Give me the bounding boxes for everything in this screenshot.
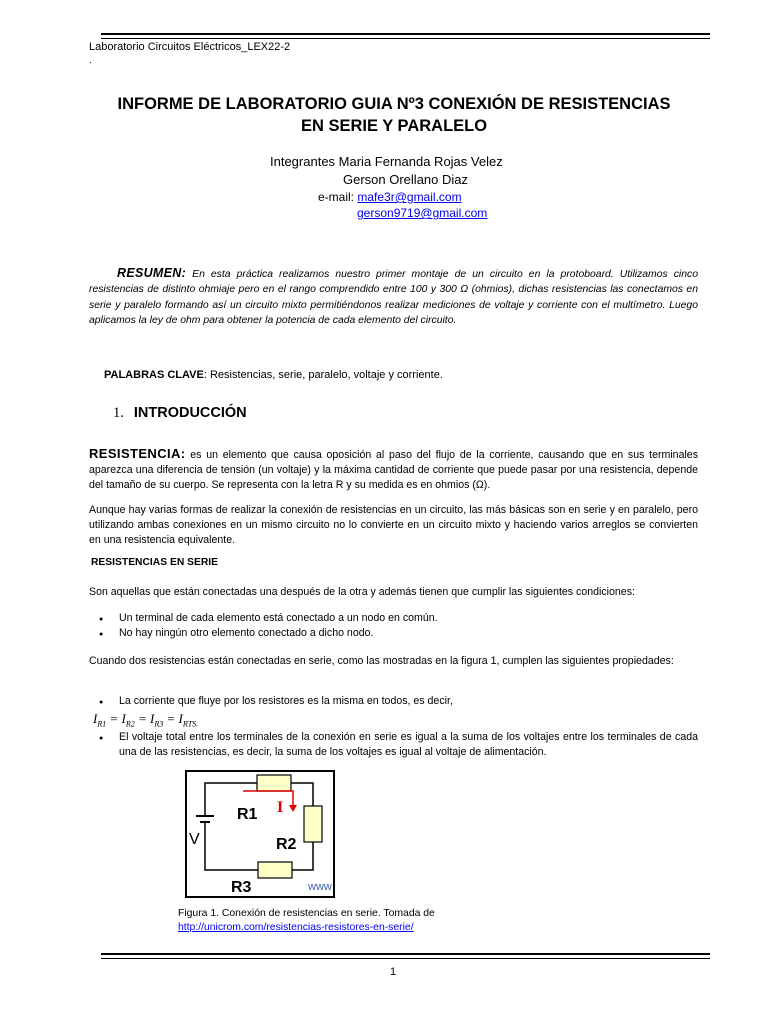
keywords-label: PALABRAS CLAVE	[104, 369, 204, 381]
resistance-text: es un elemento que causa oposición al paso del flujo de la corriente, causando que en sus terminales aparezca una diferencia de tensión (un voltaje) y la máxima cantidad de corriente que puede pasar por una resistencia, depende del tamaño de su cuerpo. Se representa con la letra R y su medida es en ohmios (Ω).	[89, 449, 698, 491]
authors-line-1	[270, 154, 503, 169]
list-item	[89, 694, 698, 732]
series-circuit-figure	[185, 770, 335, 898]
current-formula: $I_{R1} = I_{R2} = I_{R3} = I_{RTS.}$	[93, 711, 199, 729]
header-rule-bottom	[101, 38, 710, 39]
resistance-paragraph	[89, 446, 698, 493]
abstract-text: En esta práctica realizamos nuestro primer montaje de un circuito en la protoboard. Utilizamos cinco resistencias de distinto ohmiaje pero en el rango comprendido entre 100 y 300 Ω (ohmios), dichas resistencias las conectamos en serie y paralelo formando así un circuito mixto permitiéndonos realizar mediciones de voltaje y corriente con el multímetro. Luego aplicamos la ley de ohm para obtener la potencia de cada elemento del circuito.	[89, 269, 698, 326]
email-label: e-mail:	[318, 190, 355, 204]
resistor-r1	[257, 775, 291, 791]
keywords	[104, 369, 443, 381]
section-heading-intro	[113, 405, 247, 422]
author-name-1: Maria Fernanda Rojas Velez	[338, 154, 503, 169]
watermark: www	[308, 881, 332, 893]
property-1: La corriente que fluye por los resistores es la misma en todos, es decir,	[119, 695, 453, 707]
header-rule-top	[101, 33, 710, 35]
connections-paragraph: Aunque hay varias formas de realizar la conexión de resistencias en un circuito, las más básicas son en serie y en paralelo, pero utilizando ambas conexiones en un mismo circuito no lo convierte en un circuito mixto y haciendo varios arreglos se convierten en una resistencia equivalente.	[89, 504, 698, 546]
section-title: INTRODUCCIÓN	[133, 405, 247, 421]
header-dot: .	[89, 55, 92, 66]
page-header: Laboratorio Circuitos Eléctricos_LEX22-2	[89, 41, 291, 53]
figure-caption	[178, 907, 435, 935]
email-link-1[interactable]: mafe3r@gmail.com	[357, 190, 462, 204]
footer-rule-top	[101, 953, 710, 955]
label-r3: R3	[231, 879, 252, 896]
abstract	[89, 266, 698, 328]
caption-link[interactable]: http://unicrom.com/resistencias-resistores-en-serie/	[178, 922, 414, 933]
list-item: ● Un terminal de cada elemento está conectado a un nodo en común.	[89, 611, 698, 626]
label-v: V	[189, 831, 200, 848]
conditions-list	[89, 611, 698, 641]
resistor-r3	[258, 862, 292, 878]
keywords-text: : Resistencias, serie, paralelo, voltaje y corriente.	[203, 369, 443, 381]
list-item: ● No hay ningún otro elemento conectado a dicho nodo.	[89, 626, 698, 641]
resistor-r2	[304, 806, 322, 842]
abstract-label: RESUMEN:	[117, 266, 187, 280]
email-line-2	[357, 206, 487, 220]
title-line-2: EN SERIE Y PARALELO	[300, 117, 488, 135]
properties-list-2	[89, 730, 698, 760]
label-r1: R1	[237, 806, 258, 823]
document-title	[60, 93, 728, 137]
page-number: 1	[390, 966, 397, 978]
section-number: 1.	[113, 405, 124, 421]
resistance-label: RESISTENCIA:	[89, 446, 186, 461]
authors-label: Integrantes	[270, 154, 336, 169]
author-name-2: Gerson Orellano Diaz	[343, 172, 468, 187]
footer-rule-bottom	[101, 958, 710, 959]
title-line-1: INFORME DE LABORATORIO GUIA Nº3 CONEXIÓN DE RESISTENCIAS	[117, 95, 671, 113]
email-link-2[interactable]: gerson9719@gmail.com	[357, 206, 488, 220]
caption-text: Figura 1. Conexión de resistencias en serie. Tomada de	[178, 908, 435, 919]
properties-list	[89, 694, 698, 732]
label-r2: R2	[276, 836, 297, 853]
series-heading: RESISTENCIAS EN SERIE	[91, 557, 219, 568]
list-item: ● El voltaje total entre los terminales de la conexión en serie es igual a la suma de los voltajes entre los terminales de cada una de las resistencias, es decir, la suma de los voltajes es igual al voltaje de alimentación.	[89, 730, 698, 760]
label-i: I	[277, 799, 284, 816]
series-intro: Son aquellas que están conectadas una después de la otra y además tienen que cumplir las siguientes condiciones:	[89, 586, 635, 598]
properties-intro: Cuando dos resistencias están conectadas en serie, como las mostradas en la figura 1, cumplen las siguientes propiedades:	[89, 655, 674, 667]
email-line-1	[318, 190, 462, 204]
